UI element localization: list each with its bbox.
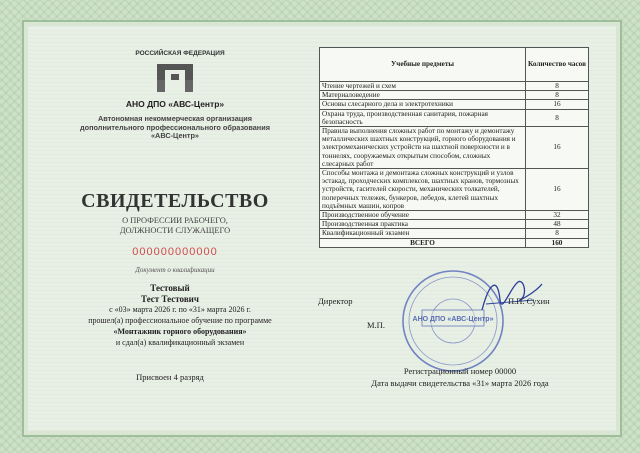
hours-cell: 16 xyxy=(526,100,589,109)
hours-cell: 8 xyxy=(526,109,589,126)
organization-full-line-1: Автономная некоммерческая организация xyxy=(98,114,252,123)
document-type-note: Документ о квалификации xyxy=(135,266,215,274)
certificate-number: 000000000000 xyxy=(132,246,218,258)
country-label: РОССИЙСКАЯ ФЕДЕРАЦИЯ xyxy=(135,50,225,57)
table-row xyxy=(320,82,589,91)
hours-cell: 8 xyxy=(526,229,589,238)
hours-cell: 8 xyxy=(526,82,589,91)
certificate-title: СВИДЕТЕЛЬСТВО xyxy=(81,190,269,212)
hours-cell: 8 xyxy=(526,91,589,100)
subject-cell: Производственное обучение xyxy=(320,211,526,220)
director-signature xyxy=(476,270,546,320)
organization-full-line-3: «АВС-Центр» xyxy=(151,131,199,141)
subjects-table-header xyxy=(320,48,589,82)
subject-cell: Материаловедение xyxy=(320,91,526,100)
table-row xyxy=(320,211,589,220)
total-value: 160 xyxy=(526,238,589,247)
hours-cell: 16 xyxy=(526,127,589,169)
subject-cell: Производственная практика xyxy=(320,220,526,229)
certificate-subtitle-line-2: ДОЛЖНОСТИ СЛУЖАЩЕГО xyxy=(119,226,231,235)
issue-date: Дата выдачи свидетельства «31» марта 2026 года xyxy=(371,378,549,388)
director-label: Директор xyxy=(318,296,353,306)
hours-header-label: Количество часов xyxy=(526,48,589,82)
organization-logo xyxy=(151,62,199,94)
recipient-first-middle-name: Тест Тестович xyxy=(141,294,199,304)
exam-text: и сдал(а) квалификационный экзамен xyxy=(115,338,245,347)
table-total-row xyxy=(320,238,589,247)
subject-cell: Способы монтажа и демонтажа сложных конструкций и узлов эстакад, проходческих комплексов, шахтных кранов, тормозных устройств, гасителей скорости, механических толкателей, поперечных тележек, бункеров, лебедок, клетей шахтных подъёмных машин, копров xyxy=(320,169,526,211)
organization-full-name xyxy=(75,115,275,141)
subjects-table xyxy=(319,47,589,248)
director-name: П.П. Сухин xyxy=(508,296,550,306)
organization-full-line-2: дополнительного профессионального образования xyxy=(80,122,270,132)
subject-cell: Охрана труда, производственная санитария, пожарная безопасность xyxy=(320,109,526,126)
hours-cell: 32 xyxy=(526,211,589,220)
table-row xyxy=(320,91,589,100)
subject-cell: Чтение чертежей и схем xyxy=(320,82,526,91)
table-row xyxy=(320,169,589,211)
organization-short-name: АНО ДПО «АВС-Центр» xyxy=(125,99,225,109)
table-row xyxy=(320,109,589,126)
grade-text: Присвоен 4 разряд xyxy=(136,372,204,382)
total-label: ВСЕГО xyxy=(320,238,526,247)
table-row xyxy=(320,229,589,238)
recipient-last-name: Тестовый xyxy=(150,283,190,293)
seal-place-label: М.П. xyxy=(367,320,385,330)
subject-cell: Правила выполнения сложных работ по монтажу и демонтажу металлических шахтных конструкций, горного оборудования и электромеханических устройств на шахтной поверхности и в тоннелях, сооружаемых открытым способом, сложных слесарных работ xyxy=(320,127,526,169)
registration-number: Регистрационный номер 00000 xyxy=(403,366,517,376)
certificate-subtitle xyxy=(75,216,275,236)
hours-cell: 48 xyxy=(526,220,589,229)
subjects-header-label: Учебные предметы xyxy=(320,48,526,82)
program-name: «Монтажник горного оборудования» xyxy=(113,327,247,336)
subject-cell: Основы слесарного дела и электротехники xyxy=(320,100,526,109)
stamp-text: АНО ДПО «АВС-Центр» xyxy=(412,316,494,323)
training-period: с «03» марта 2026 г. по «31» марта 2026 г. xyxy=(109,305,251,314)
certificate-subtitle-line-1: О ПРОФЕССИИ РАБОЧЕГО, xyxy=(122,216,228,225)
hours-cell: 16 xyxy=(526,169,589,211)
table-row xyxy=(320,100,589,109)
table-row xyxy=(320,127,589,169)
training-passed-text: прошел(а) профессиональное обучение по программе xyxy=(88,316,272,325)
table-row xyxy=(320,220,589,229)
subject-cell: Квалификационный экзамен xyxy=(320,229,526,238)
